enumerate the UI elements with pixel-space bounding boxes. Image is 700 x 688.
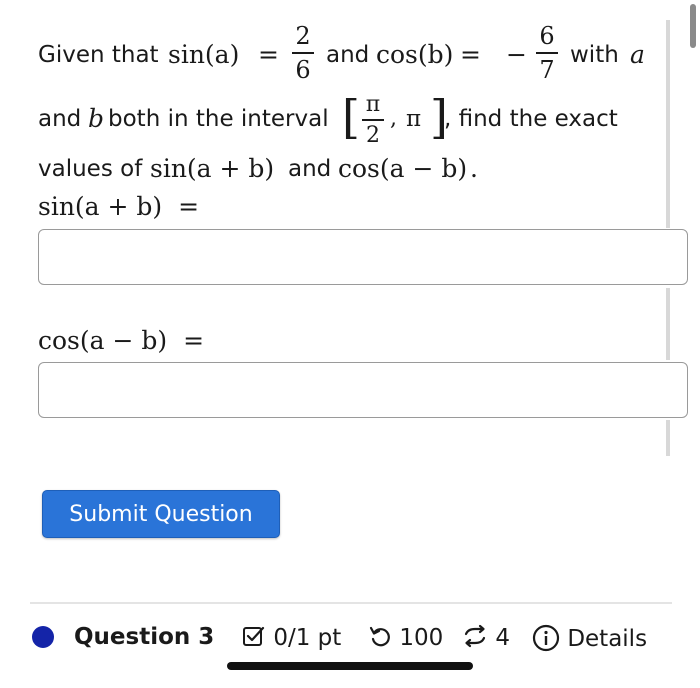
math-left-bracket: [ <box>342 90 360 144</box>
details-link[interactable] <box>532 624 647 652</box>
math-sin-a-plus-b: sin(a + b) <box>150 154 275 183</box>
frac3-bar <box>362 119 384 121</box>
frac2-denominator: 7 <box>539 56 555 84</box>
math-pi: π <box>406 106 422 132</box>
math-minus: − <box>506 40 527 69</box>
frac2-bar <box>536 52 558 54</box>
text-with: with <box>570 42 619 68</box>
cos-a-minus-b-answer-input[interactable] <box>38 362 688 418</box>
math-comma: , <box>390 106 397 131</box>
text-values-of: values of <box>38 156 143 182</box>
math-equals-1: = <box>258 40 279 69</box>
part2-equals: = <box>183 326 205 355</box>
scroll-thumb[interactable] <box>690 4 696 48</box>
part1-equals: = <box>178 192 200 221</box>
frac1-numerator: 2 <box>295 22 311 50</box>
retries-indicator <box>368 624 443 651</box>
text-and-2: and <box>38 106 82 132</box>
part1-expression: sin(a + b) <box>38 192 163 221</box>
text-and-1: and <box>326 42 370 68</box>
math-cos-a-minus-b: cos(a − b) <box>338 154 468 183</box>
points-text: 0/1 pt <box>273 625 342 651</box>
frac3-denominator: 2 <box>366 123 380 148</box>
info-icon <box>532 624 560 652</box>
text-find-exact: , find the exact <box>444 106 618 132</box>
part2-expression: cos(a − b) <box>38 326 168 355</box>
right-shade-3 <box>666 420 670 456</box>
math-sin-a: sin(a) <box>168 40 240 69</box>
text-both-in-interval: both in the interval <box>108 106 329 132</box>
attempts-indicator <box>462 624 510 651</box>
fraction-pi-2 <box>362 92 384 148</box>
attempts-text: 4 <box>495 625 510 651</box>
sin-a-plus-b-answer-input[interactable] <box>38 229 688 285</box>
part1-label <box>38 192 199 221</box>
question-number-label[interactable]: Question 3 <box>74 624 215 650</box>
part2-label <box>38 326 204 355</box>
text-given-that: Given that <box>38 42 159 68</box>
right-shade-2 <box>666 288 670 360</box>
frac2-numerator: 6 <box>539 22 555 50</box>
home-indicator[interactable] <box>227 662 473 670</box>
retries-text: 100 <box>399 625 444 651</box>
right-shade-1 <box>666 20 670 228</box>
math-var-a: a <box>630 40 645 69</box>
prompt-line-3 <box>38 152 658 192</box>
footer-top-divider <box>30 602 672 604</box>
math-var-b: b <box>88 104 105 133</box>
prompt-line-2 <box>38 92 658 152</box>
question-status-dot <box>32 626 54 648</box>
points-indicator <box>242 624 341 651</box>
undo-icon <box>368 624 392 648</box>
text-and-3: and <box>288 156 332 182</box>
frac1-bar <box>292 52 314 54</box>
fraction-2-6 <box>292 22 314 84</box>
math-cos-b: cos(b) <box>376 40 454 69</box>
checkbox-icon <box>242 624 266 648</box>
math-right-bracket: ] <box>430 90 448 144</box>
details-text: Details <box>567 626 648 652</box>
question-footer <box>30 614 670 664</box>
refresh-icon <box>462 624 488 648</box>
math-period: . <box>470 154 478 183</box>
submit-question-button[interactable]: Submit Question <box>42 490 280 538</box>
frac3-numerator: π <box>365 92 381 117</box>
math-equals-2: = <box>460 40 481 69</box>
frac1-denominator: 6 <box>295 56 311 84</box>
fraction-6-7 <box>536 22 558 84</box>
